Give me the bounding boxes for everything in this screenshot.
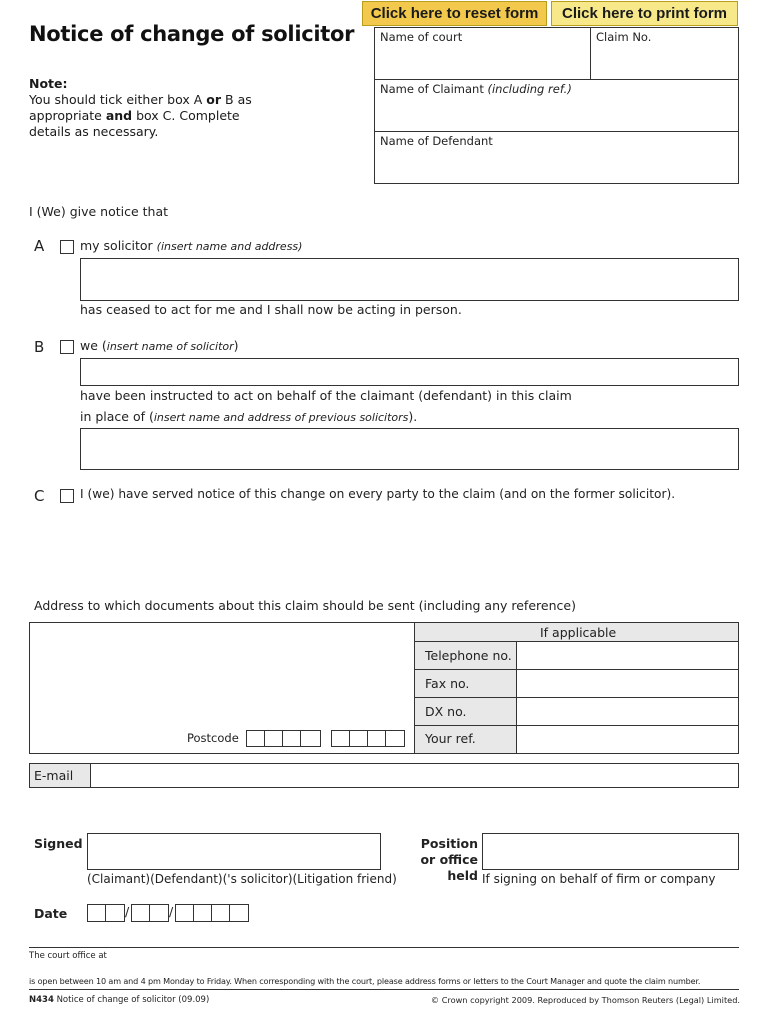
your-ref-label: Your ref.: [425, 731, 476, 746]
section-b-label-pre: we (: [80, 338, 107, 353]
section-a-ceased-text: has ceased to act for me and I shall now be acting in person.: [80, 302, 462, 317]
section-a-label-text: my solicitor: [80, 238, 153, 253]
footer-divider: [29, 947, 739, 948]
intro-text: I (We) give notice that: [29, 204, 169, 219]
claimant-name-label: [380, 82, 572, 96]
claim-no-label: Claim No.: [596, 30, 652, 44]
date-label: Date: [34, 906, 68, 921]
section-b-hint: insert name of solicitor: [106, 340, 234, 353]
section-c-label: I (we) have served notice of this change on every party to the claim (and on the former solicitor).: [80, 487, 676, 501]
address-heading: Address to which documents about this claim should be sent (including any reference): [34, 598, 576, 613]
section-b-label-post: ): [233, 338, 239, 353]
section-b-line2-pre: in place of (: [80, 409, 154, 424]
form-code-name: Notice of change of solicitor (09.09): [56, 995, 210, 1005]
section-b-letter: B: [34, 338, 45, 356]
section-a-label: [80, 238, 302, 253]
section-b-in-place-text: [80, 409, 417, 424]
section-c-checkbox[interactable]: [60, 489, 74, 503]
position-label: Position or office held: [420, 836, 478, 883]
court-office-hours: is open between 10 am and 4 pm Monday to Friday. When corresponding with the court, please address forms or letters to the Court Manager and quote the claim number.: [29, 976, 701, 986]
telephone-label: Telephone no.: [425, 648, 512, 663]
solicitor-name-address-field[interactable]: [80, 258, 739, 301]
postcode-part-2[interactable]: [331, 730, 405, 747]
email-label: E-mail: [34, 768, 74, 783]
new-solicitor-name-field[interactable]: [80, 358, 739, 386]
court-name-label: Name of court: [380, 30, 463, 44]
note-block: [29, 76, 259, 140]
previous-solicitors-field[interactable]: [80, 428, 739, 470]
defendant-name-label: Name of Defendant: [380, 134, 493, 148]
signed-label: Signed: [34, 836, 83, 851]
if-applicable-label: If applicable: [540, 625, 617, 640]
claimant-label-hint: (including ref.): [487, 82, 572, 96]
date-year-field[interactable]: [175, 904, 249, 922]
section-b-label: [80, 338, 239, 353]
signature-field[interactable]: [87, 833, 381, 870]
position-caption: If signing on behalf of firm or company: [482, 872, 716, 886]
section-a-hint: (insert name and address): [156, 240, 303, 253]
section-a-letter: A: [34, 237, 45, 255]
section-a-checkbox[interactable]: [60, 240, 74, 254]
telephone-field[interactable]: [517, 642, 738, 670]
dx-field[interactable]: [517, 698, 738, 726]
email-field[interactable]: [91, 764, 738, 787]
claimant-label-text: Name of Claimant: [380, 82, 484, 96]
note-or: or: [206, 92, 222, 107]
fax-field[interactable]: [517, 670, 738, 698]
note-heading: Note:: [29, 76, 68, 91]
section-b-instructed-text: have been instructed to act on behalf of the claimant (defendant) in this claim: [80, 388, 572, 403]
position-field[interactable]: [482, 833, 739, 870]
section-b-line2-hint: insert name and address of previous solicitors: [153, 411, 409, 424]
footer-divider: [29, 989, 739, 990]
page-title: Notice of change of solicitor: [29, 22, 355, 46]
note-text-1: You should tick either box A: [29, 92, 203, 107]
postcode-part-1[interactable]: [246, 730, 321, 747]
dx-label: DX no.: [425, 704, 467, 719]
note-text-2: B as appropriate: [29, 92, 252, 123]
note-and: and: [105, 108, 133, 123]
date-separator-icon: /: [169, 904, 174, 919]
date-day-field[interactable]: [87, 904, 125, 922]
signed-caption: (Claimant)(Defendant)('s solicitor)(Litigation friend): [87, 872, 397, 886]
fax-label: Fax no.: [425, 676, 470, 691]
note-body: [29, 92, 259, 140]
print-form-button[interactable]: Click here to print form: [551, 1, 738, 26]
form-code: [29, 995, 209, 1005]
court-office-text: The court office at: [29, 951, 107, 961]
section-b-line2-post: ).: [408, 409, 418, 424]
reset-form-button[interactable]: Click here to reset form: [362, 1, 547, 26]
form-code-number: N434: [29, 995, 54, 1005]
note-text-3: box C. Complete details as necessary.: [29, 108, 240, 139]
section-b-checkbox[interactable]: [60, 340, 74, 354]
date-separator-icon: /: [125, 904, 130, 919]
your-ref-field[interactable]: [517, 726, 738, 753]
postcode-label: Postcode: [187, 731, 239, 745]
copyright: © Crown copyright 2009. Reproduced by Thomson Reuters (Legal) Limited.: [430, 995, 740, 1005]
section-c-letter: C: [34, 487, 45, 505]
date-month-field[interactable]: [131, 904, 169, 922]
